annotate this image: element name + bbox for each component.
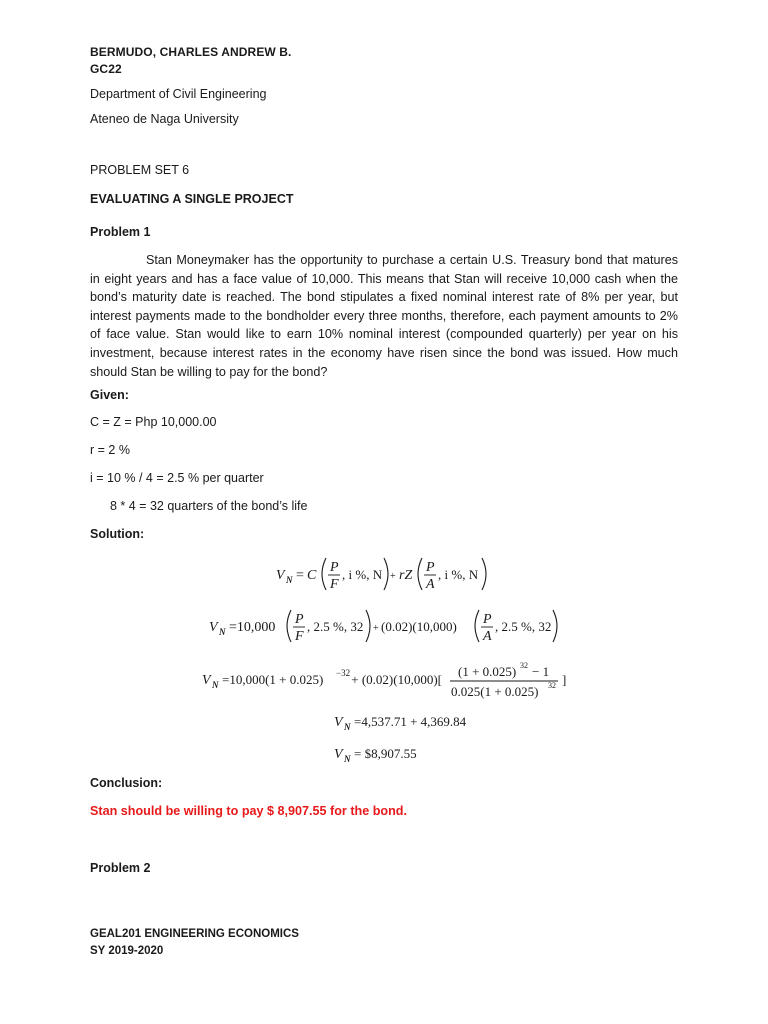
svg-text:=: = xyxy=(296,568,304,583)
eq-term: ] xyxy=(562,672,567,687)
given-line: C = Z = Php 10,000.00 xyxy=(90,415,217,429)
eq-subscript: N xyxy=(219,627,226,637)
problem-1-text: Stan Moneymaker has the opportunity to purchase a certain U.S. Treasury bond that matures in eight years and has a face value of 10,000. This means that Stan will receive 10,000 cash when the bond’s maturity date is reached. The bond stipulates a fixed nominal interest rate of 8% per year, but interest payments made to the bondholder every three months, therefore, each payment amounts to 2% of face value. Stan would like to earn 10% nominal interest (compounded quarterly) per year on his investment, because interest rates in the economy have risen since the bond was issued. How much should Stan be willing to pay for the bond? xyxy=(90,253,678,379)
problem-2-heading: Problem 2 xyxy=(90,861,151,875)
eq-subscript: N xyxy=(344,754,351,764)
eq-den: A xyxy=(426,577,435,592)
equation-1 xyxy=(270,552,510,596)
eq-term: C xyxy=(307,568,317,583)
problem-set-title: PROBLEM SET 6 xyxy=(90,163,190,177)
eq-lhs: V xyxy=(202,673,211,688)
topic-title: EVALUATING A SINGLE PROJECT xyxy=(90,192,294,206)
given-line: r = 2 % xyxy=(90,443,130,457)
equation-2 xyxy=(203,604,573,648)
solution-heading: Solution: xyxy=(90,527,145,541)
given-line: i = 10 % / 4 = 2.5 % per quarter xyxy=(90,471,264,485)
given-line: 8 * 4 = 32 quarters of the bond’s life xyxy=(110,499,308,513)
eq-term: =10,000 xyxy=(229,620,276,635)
eq-term: rZ xyxy=(399,568,413,583)
eq-num: P xyxy=(295,612,304,627)
eq-plus: + xyxy=(373,623,379,634)
eq-den: F xyxy=(295,629,304,644)
eq-lhs: V xyxy=(334,747,343,762)
eq-exponent: 32 xyxy=(520,661,528,670)
student-name: BERMUDO, CHARLES ANDREW B. xyxy=(90,45,292,59)
university: Ateneo de Naga University xyxy=(90,112,239,126)
eq-num: P xyxy=(483,612,492,627)
section-code: GC22 xyxy=(90,62,122,76)
eq-plus: + xyxy=(390,571,396,582)
eq-term: =4,537.71 + 4,369.84 xyxy=(354,714,467,729)
eq-term: + (0.02)(10,000)[ xyxy=(348,672,442,687)
conclusion-text: Stan should be willing to pay $ 8,907.55 for the bond. xyxy=(90,804,407,818)
eq-num: P xyxy=(330,560,339,575)
department: Department of Civil Engineering xyxy=(90,87,267,101)
eq-subscript: N xyxy=(286,575,293,585)
eq-num: − 1 xyxy=(532,664,550,679)
eq-subscript: N xyxy=(212,680,219,690)
equation-3 xyxy=(196,656,576,702)
footer-course: GEAL201 ENGINEERING ECONOMICS xyxy=(90,928,299,940)
footer-school-year: SY 2019-2020 xyxy=(90,945,164,957)
eq-term: =10,000(1 + 0.025) xyxy=(222,672,324,687)
eq-den: A xyxy=(483,629,492,644)
eq-args: , 2.5 %, 32 xyxy=(495,619,552,634)
eq-num: (1 + 0.025) xyxy=(458,664,517,679)
given-heading: Given: xyxy=(90,388,129,402)
eq-den: F xyxy=(330,577,339,592)
equation-5 xyxy=(328,740,478,768)
eq-lhs: V xyxy=(334,715,343,730)
eq-lhs: V xyxy=(209,620,218,635)
eq-num: P xyxy=(426,560,435,575)
eq-lhs: V xyxy=(276,568,285,583)
eq-subscript: N xyxy=(344,722,351,732)
eq-term: (0.02)(10,000) xyxy=(381,619,457,634)
equation-4 xyxy=(328,708,508,736)
eq-term: = $8,907.55 xyxy=(354,746,417,761)
eq-exponent: −32 xyxy=(336,668,351,678)
eq-args: , i %, N xyxy=(342,567,383,582)
conclusion-heading: Conclusion: xyxy=(90,776,163,790)
eq-args: , 2.5 %, 32 xyxy=(307,619,364,634)
eq-args: , i %, N xyxy=(438,567,479,582)
eq-den: 0.025(1 + 0.025) xyxy=(451,684,539,699)
problem-1-heading: Problem 1 xyxy=(90,225,151,239)
eq-exponent: 32 xyxy=(548,681,556,690)
